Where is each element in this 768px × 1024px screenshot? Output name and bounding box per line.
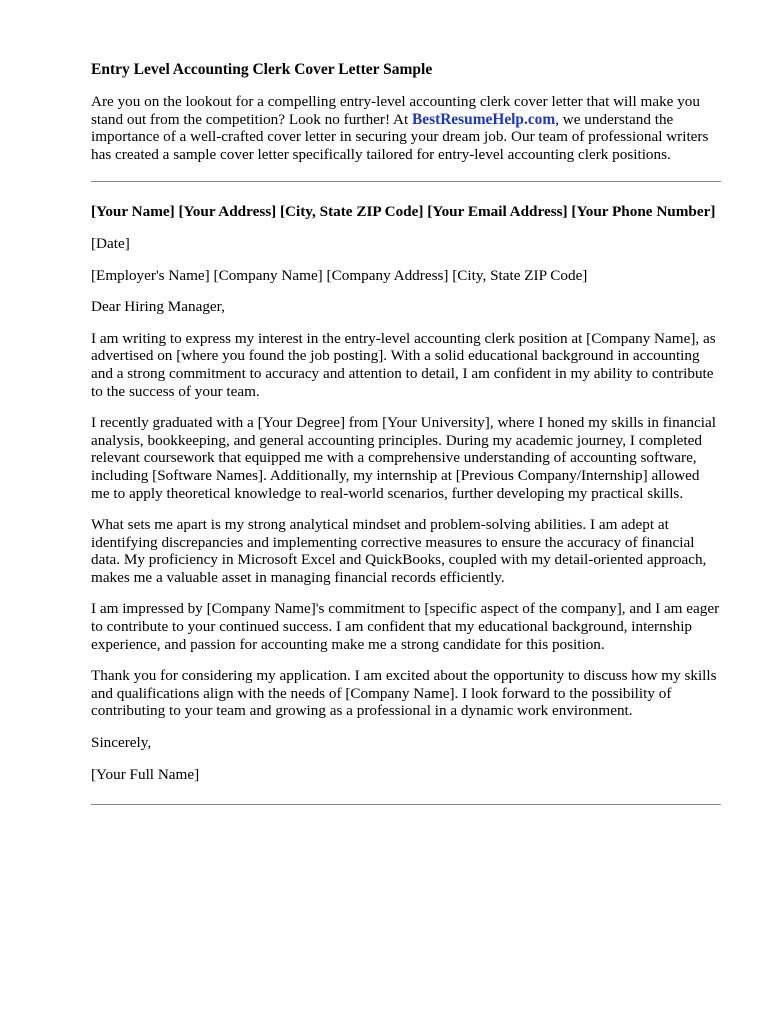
letter-paragraph-5: Thank you for considering my application. I am excited about the opportunity to discuss how my skills and qualifications align with the needs of [Company Name]. I look forward to the possibility of contributing to your team and growing as a professional in a dynamic work environment.: [91, 667, 717, 720]
letter-paragraph-4: I am impressed by [Company Name]'s commitment to [specific aspect of the company], and I am eager to contribute to your continued success. I am confident that my educational background, internship experience, and passion for accounting make me a strong candidate for this position.: [91, 600, 720, 653]
closing: Sincerely,: [91, 734, 152, 752]
divider-top: [91, 181, 721, 182]
page-title: Entry Level Accounting Clerk Cover Letter Sample: [91, 61, 433, 78]
letter-paragraph-3: What sets me apart is my strong analytical mindset and problem-solving abilities. I am adept at identifying discrepancies and implementing corrective measures to ensure the accuracy of financial data. My proficiency in Microsoft Excel and QuickBooks, coupled with my detail-oriented approach, makes me a valuable asset in managing financial records efficiently.: [91, 516, 707, 586]
letter-paragraph-1: I am writing to express my interest in the entry-level accounting clerk position at [Company Name], as advertised on [where you found the job posting]. With a solid educational background in accounting and a strong commitment to accuracy and attention to detail, I am confident in my ability to contribute to the success of your team.: [91, 329, 716, 400]
signature: [Your Full Name]: [91, 765, 200, 783]
letter-date: [Date]: [91, 234, 130, 252]
intro-text-after-link: , we understand the importance of a well-crafted cover letter in securing your dream job. Our team of professional writers has created a sample cover letter specifically tailored for entry-level accounting clerk positions.: [91, 110, 709, 163]
bestresumehelp-link[interactable]: BestResumeHelp.com: [411, 110, 556, 128]
letter-paragraph-2: I recently graduated with a [Your Degree] from [Your University], where I honed my skills in financial analysis, bookkeeping, and general accounting principles. During my academic journey, I completed relevant coursework that equipped me with a comprehensive understanding of accounting software, including [Software Names]. Additionally, my internship at [Previous Company/Internship] allowed me to apply theoretical knowledge to real-world scenarios, further developing my practical skills.: [91, 414, 716, 502]
document-page: [91, 58, 721, 805]
recipient-address: [Employer's Name] [Company Name] [Company Address] [City, State ZIP Code]: [91, 266, 588, 284]
intro-paragraph: [91, 93, 721, 163]
sender-heading: [Your Name] [Your Address] [City, State ZIP Code] [Your Email Address] [Your Phone Number]: [91, 203, 716, 221]
intro-text-before-link: Are you on the lookout for a compelling entry-level accounting clerk cover letter that will make you stand out from the competition? Look no further! At: [91, 93, 700, 128]
divider-bottom: [91, 804, 721, 805]
salutation: Dear Hiring Manager,: [91, 298, 225, 316]
